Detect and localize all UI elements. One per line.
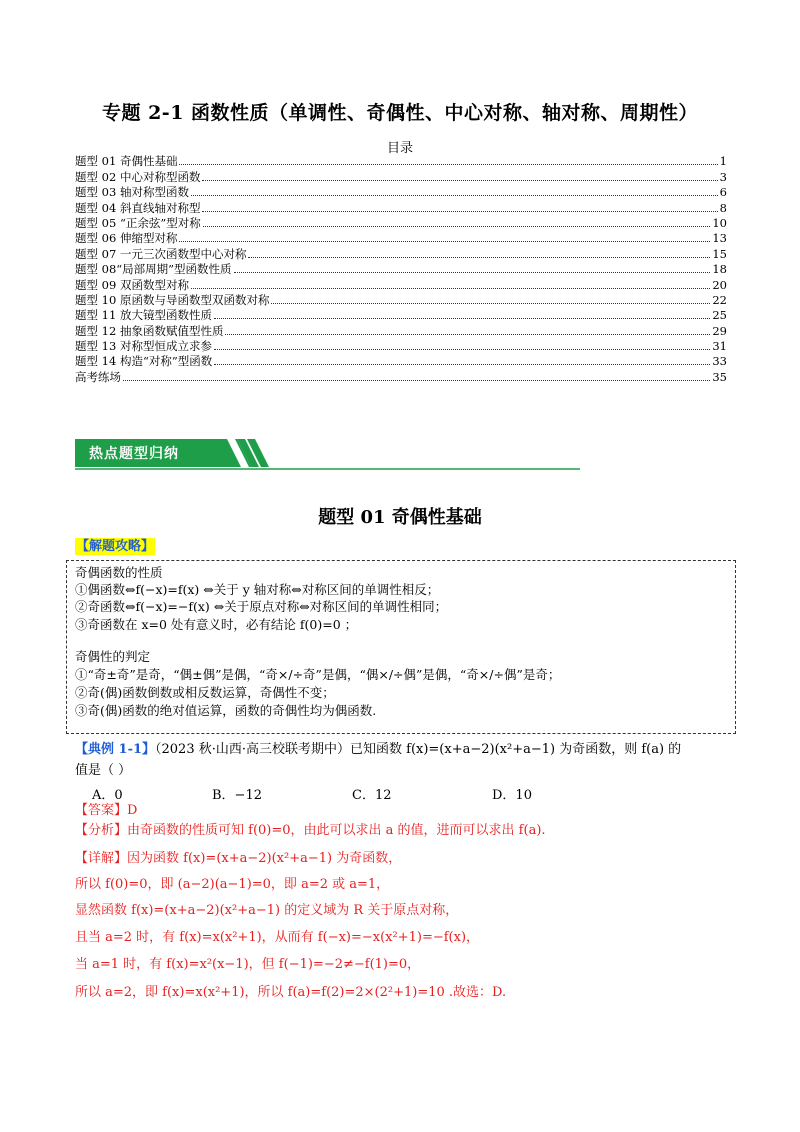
toc-leader-dots	[202, 180, 717, 181]
example-stem-text: （2023 秋·山西·高三校联考期中）已知函数 f(x)=(x+a−2)(x²+a−1) 为奇函数，则 f(a) 的	[155, 742, 682, 757]
toc-item-page: 31	[712, 339, 727, 354]
example-stem	[75, 741, 681, 759]
toc-item[interactable]	[75, 261, 727, 276]
answer-tag: 【答案】	[75, 803, 128, 818]
toc-item-page: 25	[712, 308, 727, 323]
document-title: 专题 2-1 函数性质（单调性、奇偶性、中心对称、轴对称、周期性）	[101, 102, 699, 124]
toc-item-page: 3	[719, 169, 727, 184]
toc-leader-dots	[203, 226, 711, 227]
toc-leader-dots	[179, 164, 717, 165]
toc-item[interactable]	[75, 199, 727, 214]
tips-line: ①“奇±奇”是奇，“偶±偶”是偶，“奇×/÷奇”是偶，“偶×/÷偶”是偶，“奇×/÷偶”是奇；	[75, 667, 561, 682]
toc-item-label: 题型 14 构造“对称”型函数	[75, 354, 213, 369]
toc-item-label: 题型 10 原函数与导函数型双函数对称	[75, 292, 270, 307]
detail-line-3: 显然函数 f(x)=(x+a−2)(x²+a−1) 的定义域为 R 关于原点对称，	[75, 903, 459, 918]
tips-line: ③奇(偶)函数的绝对值运算，函数的奇偶性均为偶函数.	[75, 703, 377, 718]
toc-item[interactable]	[75, 245, 727, 260]
toc-item-label: 题型 13 对称型恒成立求参	[75, 339, 212, 354]
detail-text: 因为函数 f(x)=(x+a−2)(x²+a−1) 为奇函数，	[127, 851, 402, 866]
option-d: D．10	[492, 788, 532, 803]
option-b: B．−12	[212, 788, 262, 803]
tips-line: ②奇(偶)函数倒数或相反数运算，奇偶性不变；	[75, 685, 335, 700]
toc-item-label: 高考练场	[75, 369, 121, 384]
toc-item[interactable]	[75, 230, 727, 245]
detail-line-6: 所以 a=2，即 f(x)=x(x²+1)，所以 f(a)=f(2)=2×(2²+1)=10 .故选：D.	[75, 985, 507, 1000]
toc-item-label: 题型 07 一元三次函数型中心对称	[75, 246, 247, 261]
toc-item[interactable]	[75, 215, 727, 230]
tips-line: ③奇函数在 x=0 处有意义时，必有结论 f(0)=0 ；	[75, 617, 358, 632]
toc-item-label: 题型 04 斜直线轴对称型	[75, 200, 201, 215]
toc-item[interactable]	[75, 353, 727, 368]
toc-item-label: 题型 12 抽象函数赋值型性质	[75, 323, 224, 338]
tips-line: ①偶函数⇔f(−x)=f(x) ⇔关于 y 轴对称⇔对称区间的单调性相反；	[75, 582, 440, 597]
answer-line	[75, 802, 137, 820]
toc-item-page: 33	[712, 354, 727, 369]
toc-item-page: 29	[712, 323, 727, 338]
toc-item-label: 题型 06 伸缩型对称	[75, 231, 178, 246]
toc-item-page: 8	[719, 200, 727, 215]
toc-item-label: 题型 01 奇偶性基础	[75, 154, 178, 169]
toc-heading: 目录	[386, 141, 413, 156]
toc-item[interactable]	[75, 307, 727, 322]
example-stem-2: 值是（ ）	[75, 763, 132, 778]
detail-line-4: 且当 a=2 时，有 f(x)=x(x²+1)，从而有 f(−x)=−x(x²+1)=−f(x)，	[75, 930, 480, 945]
toc-leader-dots	[202, 211, 717, 212]
toc-item-page: 35	[712, 369, 727, 384]
banner-text: 热点题型归纳	[89, 446, 179, 462]
toc-item-label: 题型 05 “正余弦”型对称	[75, 215, 201, 230]
toc-item-page: 15	[712, 246, 727, 261]
answer-value: D	[127, 803, 138, 818]
toc-item-page: 13	[712, 231, 727, 246]
toc-item[interactable]	[75, 338, 727, 353]
tips-line: 奇偶函数的性质	[75, 565, 163, 580]
toc-leader-dots	[234, 272, 711, 273]
detail-tag: 【详解】	[75, 851, 128, 866]
analysis-line	[75, 822, 546, 840]
example-tag: 【典例 1-1】	[75, 742, 156, 757]
toc-item-page: 22	[712, 292, 727, 307]
toc-leader-dots	[271, 303, 710, 304]
toc-item-label: 题型 11 放大镜型函数性质	[75, 308, 212, 323]
toc-item-label: 题型 03 轴对称型函数	[75, 185, 189, 200]
tips-line: 奇偶性的判定	[75, 649, 151, 664]
toc-item[interactable]	[75, 153, 727, 168]
toc-leader-dots	[191, 288, 710, 289]
tips-line: ②奇函数⇔f(−x)=−f(x) ⇔关于原点对称⇔对称区间的单调性相同；	[75, 599, 448, 614]
toc-leader-dots	[123, 380, 710, 381]
toc-item-label: 题型 02 中心对称型函数	[75, 169, 201, 184]
toc-item[interactable]	[75, 322, 727, 337]
detail-line-5: 当 a=1 时，有 f(x)=x²(x−1)，但 f(−1)=−2≠−f(1)=0，	[75, 957, 421, 972]
toc-leader-dots	[214, 364, 710, 365]
toc-item[interactable]	[75, 368, 727, 383]
toc-leader-dots	[214, 349, 710, 350]
toc-leader-dots	[225, 334, 710, 335]
toc-item-label: 题型 09 双函数型对称	[75, 277, 189, 292]
toc-item[interactable]	[75, 292, 727, 307]
toc-leader-dots	[191, 195, 718, 196]
option-c: C．12	[352, 788, 392, 803]
toc-leader-dots	[214, 318, 710, 319]
tips-tag: 【解题攻略】	[76, 539, 155, 554]
option-a: A．0	[92, 788, 123, 803]
toc-leader-dots	[179, 241, 710, 242]
analysis-text: 由奇函数的性质可知 f(0)=0，由此可以求出 a 的值，进而可以求出 f(a).	[127, 823, 546, 838]
toc-item-page: 6	[719, 185, 727, 200]
toc-item-page: 18	[712, 262, 727, 277]
toc-leader-dots	[248, 257, 710, 258]
toc-item-page: 1	[719, 154, 727, 169]
toc-item-page: 10	[712, 215, 727, 230]
toc-item-page: 20	[712, 277, 727, 292]
analysis-tag: 【分析】	[75, 823, 128, 838]
tips-box	[66, 560, 736, 734]
toc-item[interactable]	[75, 168, 727, 183]
section-banner	[75, 433, 580, 473]
toc-item[interactable]	[75, 184, 727, 199]
toc-item-label: 题型 08“局部周期”型函数性质	[75, 262, 232, 277]
detail-line-1	[75, 850, 401, 868]
section-title: 题型 01 奇偶性基础	[318, 507, 482, 528]
toc-item[interactable]	[75, 276, 727, 291]
table-of-contents	[75, 153, 727, 384]
detail-line-2: 所以 f(0)=0，即 (a−2)(a−1)=0，即 a=2 或 a=1，	[75, 877, 390, 892]
